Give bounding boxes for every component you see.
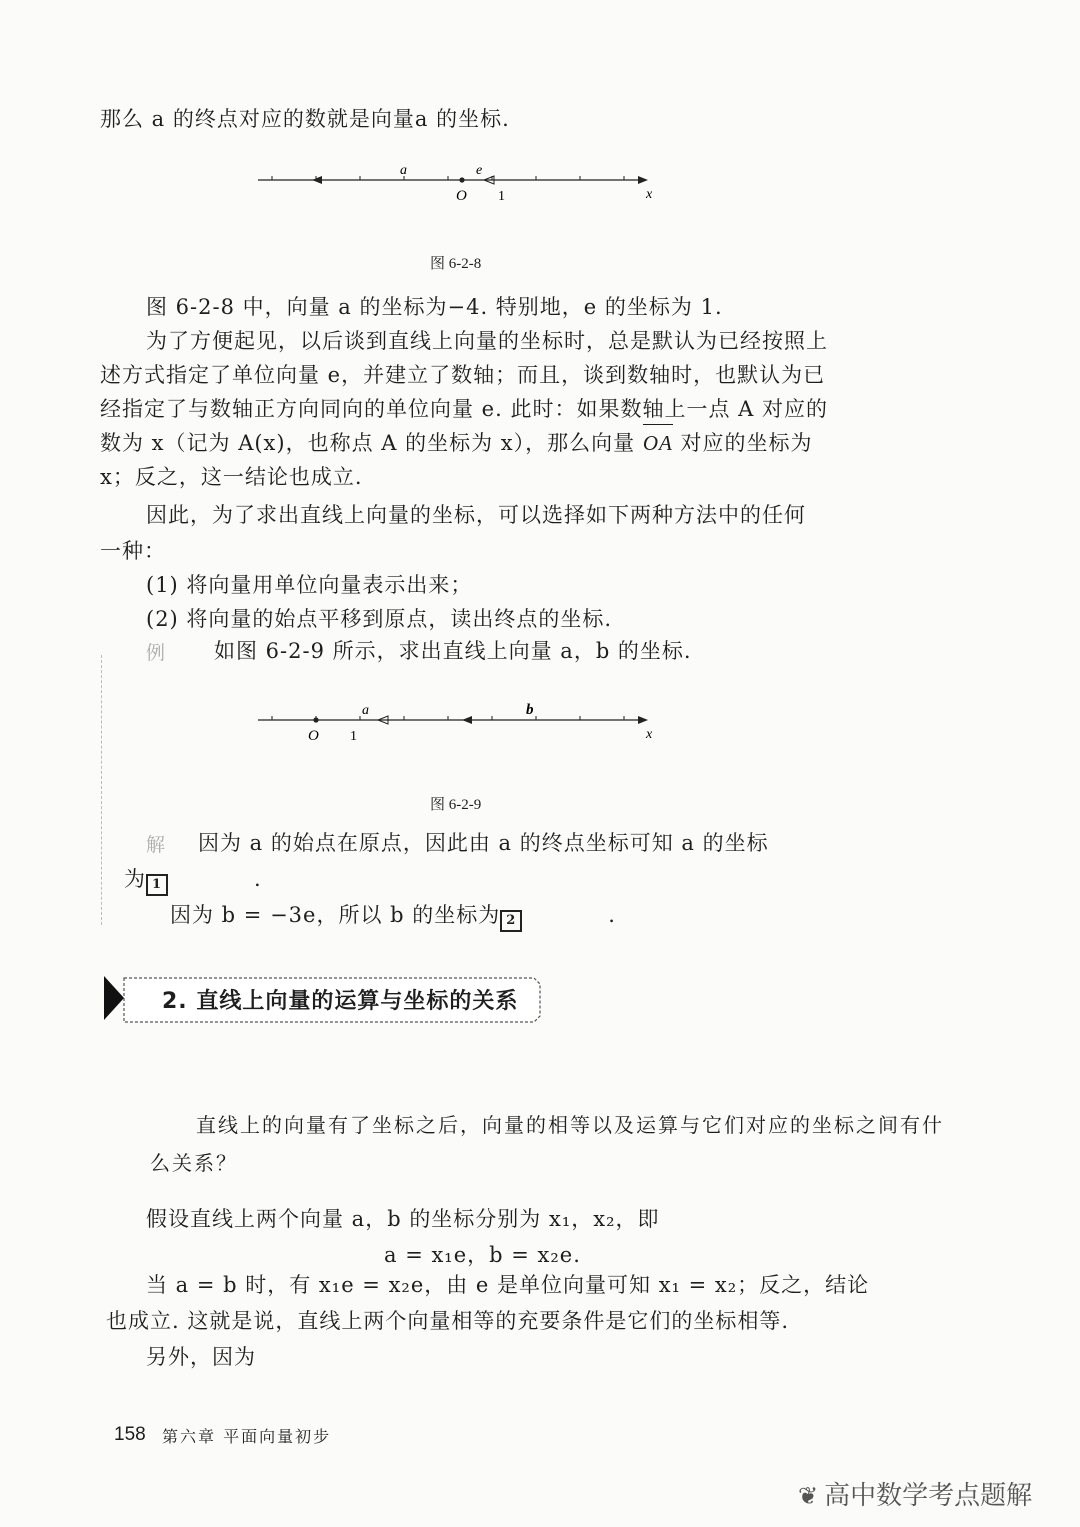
text-line: 因为 a 的始点在原点，因此由 a 的终点坐标可知 a 的坐标 [198,831,769,855]
answer-blank-2[interactable]: 2 [500,910,522,932]
figure-caption: 图 6-2-8 [430,256,482,272]
vector-oa: OA [643,428,673,458]
text-span: . [608,903,616,927]
number-line-figure-2 [250,698,670,748]
text-line: 经指定了与数轴正方向同向的单位向量 e. 此时：如果数轴上一点 A 对应的 [100,397,828,421]
watermark [798,1475,1032,1512]
text-span: 对应的坐标为 [680,431,813,455]
text-line: 另外，因为 [146,1345,256,1369]
origin-label: O [308,728,319,744]
list-item: (2) 将向量的始点平移到原点，读出终点的坐标. [146,607,613,631]
number-line-figure-1 [250,158,670,208]
chapter-title: 第六章 平面向量初步 [162,1427,332,1446]
text-line [100,428,813,458]
text-line: 图 6-2-8 中，向量 a 的坐标为−4. 特别地，e 的坐标为 1. [146,295,723,319]
vector-a-label: a [400,163,407,178]
wechat-icon: ❦ [798,1482,819,1510]
vector-b-label: b [526,702,534,718]
tick-one-label: 1 [350,729,357,744]
text-line: 如图 6-2-9 所示，求出直线上向量 a，b 的坐标. [214,639,692,663]
tick-one-label: 1 [498,189,505,204]
text-line: 当 a = b 时，有 x₁e = x₂e，由 e 是单位向量可知 x₁ = x₂；反之，结论 [146,1273,870,1297]
equation: a = x₁e，b = x₂e. [384,1243,581,1267]
text-span: . [254,867,262,891]
text-line: 也成立. 这就是说，直线上两个向量相等的充要条件是它们的坐标相等. [106,1309,790,1333]
example-label: 例 [146,642,166,664]
text-line: 为了方便起见，以后谈到直线上向量的坐标时，总是默认为已经按照上 [146,329,828,353]
list-item: (1) 将向量用单位向量表示出来； [146,573,473,597]
watermark-text: 高中数学考点题解 [824,1481,1033,1511]
text-line: 述方式指定了单位向量 e，并建立了数轴；而且，谈到数轴时，也默认为已 [100,363,826,387]
text-line: 假设直线上两个向量 a，b 的坐标分别为 x₁，x₂，即 [146,1207,660,1231]
text-line: 直线上的向量有了坐标之后，向量的相等以及运算与它们对应的坐标之间有什 [196,1113,944,1137]
vector-e-label: e [476,163,483,178]
text-line [124,864,262,896]
section-title: 2. 直线上向量的运算与坐标的关系 [162,989,519,1014]
solution-label: 解 [146,834,166,856]
text-line: 那么 a 的终点对应的数就是向量a 的坐标. [100,107,510,131]
example-margin-rule [101,655,104,925]
text-line: 一种： [100,539,166,563]
x-axis-label: x [646,727,653,742]
text-span: 为 [124,867,146,891]
figure-caption: 图 6-2-9 [430,797,482,813]
text-span: 因为 b = −3e，所以 b 的坐标为 [170,903,501,927]
vector-a-label: a [362,703,369,718]
text-line: 么关系？ [150,1151,238,1175]
origin-label: O [456,188,467,204]
text-span: 数为 x（记为 A(x)，也称点 A 的坐标为 x），那么向量 [100,431,636,455]
x-axis-label: x [646,187,653,202]
text-line [170,900,616,932]
answer-blank-1[interactable]: 1 [146,874,168,896]
text-line: x；反之，这一结论也成立. [100,465,363,489]
text-line: 因此，为了求出直线上向量的坐标，可以选择如下两种方法中的任何 [146,503,806,527]
page-number: 158 [114,1424,146,1445]
